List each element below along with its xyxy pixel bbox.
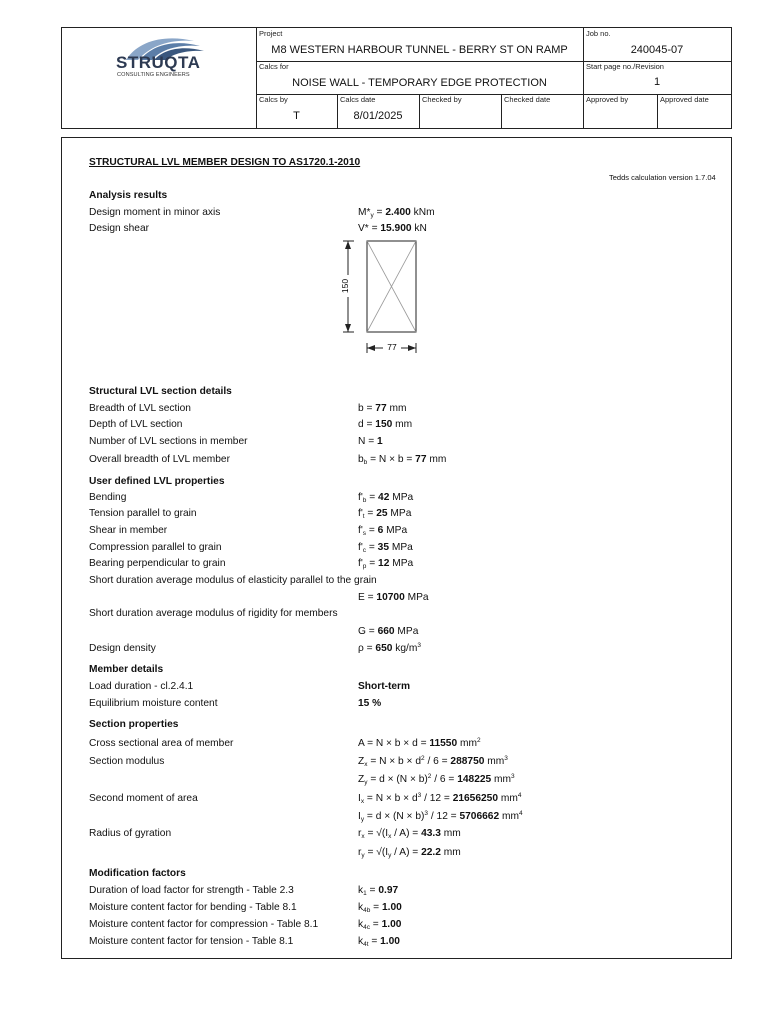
load-duration-label: Load duration - cl.2.4.1	[89, 681, 194, 692]
section-diagram	[335, 237, 425, 357]
breadth-value-line: b = 77 mm	[358, 403, 407, 414]
user-props-heading: User defined LVL properties	[89, 476, 225, 487]
logo-wordmark: STRUQTA	[116, 53, 201, 72]
arrow-left-icon	[367, 345, 375, 351]
depth-label: Depth of LVL section	[89, 419, 183, 430]
calcs-by-cell	[256, 94, 337, 128]
moment-label: Design moment in minor axis	[89, 207, 221, 218]
start-page-value: 1	[653, 76, 661, 88]
property-label: Tension parallel to grain	[89, 508, 197, 519]
factor-value-line: $k_1 = 0.97$	[358, 885, 399, 897]
section-modulus-label: Section modulus	[89, 756, 165, 767]
iy-value-line: $I_y = d \times (N \times b)^3 / 12 = 5706662$ $mm^4$	[358, 810, 523, 823]
calcs-for-value: NOISE WALL - TEMPORARY EDGE PROTECTION	[292, 77, 547, 89]
project-value: M8 WESTERN HARBOUR TUNNEL - BERRY ST ON RAMP	[271, 44, 568, 56]
start-page-cell	[583, 61, 731, 94]
factor-label: Duration of load factor for strength - Table 2.3	[89, 885, 294, 896]
zx-value-line: $Z_x = N \times b \times d^2 / 6 = 288750$ $mm^3$	[358, 755, 508, 768]
property-value-line: $f'_s = 6$ MPa	[358, 525, 408, 537]
arrow-right-icon	[408, 345, 416, 351]
approved-by-cell	[583, 94, 657, 128]
number-value-line: N = 1	[358, 436, 383, 447]
overall-breadth-value-line: $b_b = N \times b = 77$ mm	[358, 454, 447, 466]
shear-label: Design shear	[89, 223, 150, 234]
property-value-line: $f'_c = 35$ MPa	[358, 542, 413, 554]
density-label: Design density	[89, 643, 156, 654]
arrow-down-icon	[345, 324, 351, 332]
project-label: Project	[259, 29, 283, 38]
modulus-e-value-line: E = 10700 MPa	[358, 592, 429, 603]
calcs-by-value: T	[293, 110, 300, 122]
area-value-line: A = N × b × d = 11550 $mm^2$	[358, 737, 481, 749]
modulus-g-value-line: G = 660 MPa	[358, 626, 419, 637]
factor-label: Moisture content factor for compression - Table 8.1	[89, 919, 319, 930]
breadth-dimension-label: 77	[387, 342, 397, 352]
breadth-label: Breadth of LVL section	[89, 403, 191, 414]
tedds-version: Tedds calculation version 1.7.04	[609, 173, 716, 182]
property-label: Bending	[89, 492, 127, 503]
section-props-heading: Section properties	[89, 719, 179, 730]
zy-value-line: $Z_y = d \times (N \times b)^2 / 6 = 148225$ $mm^3$	[358, 773, 515, 786]
modulus-e-label: Short duration average modulus of elasticity parallel to the grain	[89, 575, 377, 586]
approved-by-label: Approved by	[586, 95, 629, 104]
job-label: Job no.	[586, 29, 611, 38]
calcs-date-cell	[337, 94, 419, 128]
factor-label: Moisture content factor for bending - Table 8.1	[89, 902, 297, 913]
property-label: Shear in member	[89, 525, 168, 536]
modification-heading: Modification factors	[89, 868, 186, 879]
area-label: Cross sectional area of member	[89, 738, 234, 749]
approved-date-cell	[657, 94, 731, 128]
checked-date-cell	[501, 94, 583, 128]
calcs-for-cell	[256, 61, 583, 94]
start-page-label: Start page no./Revision	[586, 62, 664, 71]
property-label: Compression parallel to grain	[89, 542, 222, 553]
depth-dimension-label: 150	[340, 278, 350, 294]
overall-breadth-label: Overall breadth of LVL member	[89, 454, 230, 465]
job-cell	[583, 28, 731, 61]
arrow-up-icon	[345, 241, 351, 249]
calcs-date-value: 8/01/2025	[353, 110, 403, 122]
modulus-g-label: Short duration average modulus of rigidity for members	[89, 608, 338, 619]
ix-value-line: $I_x = N \times b \times d^3 / 12 = 21656250$ $mm^4$	[358, 792, 522, 805]
density-value-line: ρ = 650 $kg/m^3$	[358, 642, 421, 654]
ry-value-line: $r_y = √(I_y / A) = 22.2$ mm	[358, 847, 461, 859]
factor-value-line: $k_{4c} = 1.00$	[358, 919, 402, 931]
document-title: STRUCTURAL LVL MEMBER DESIGN TO AS1720.1-2010	[89, 157, 361, 168]
checked-by-label: Checked by	[422, 95, 462, 104]
property-value-line: $f'_t = 25$ MPa	[358, 508, 412, 520]
property-value-line: $f'_b = 42$ MPa	[358, 492, 414, 504]
title-block	[61, 27, 732, 129]
analysis-heading: Analysis results	[89, 190, 168, 201]
depth-value-line: d = 150 mm	[358, 419, 413, 430]
approved-date-label: Approved date	[660, 95, 709, 104]
load-duration-value: Short-term	[358, 681, 411, 692]
factor-label: Moisture content factor for tension - Table 8.1	[89, 936, 294, 947]
logo-tagline: CONSULTING ENGINEERS	[117, 72, 190, 78]
checked-by-cell	[419, 94, 501, 128]
second-moment-label: Second moment of area	[89, 793, 198, 804]
factor-value-line: $k_{4t} = 1.00$	[358, 936, 400, 948]
factor-value-line: $k_{4b} = 1.00$	[358, 902, 402, 914]
calcs-date-label: Calcs date	[340, 95, 376, 104]
calcs-by-label: Calcs by	[259, 95, 288, 104]
property-label: Bearing perpendicular to grain	[89, 558, 226, 569]
member-details-heading: Member details	[89, 664, 164, 675]
company-logo	[104, 32, 214, 82]
moisture-label: Equilibrium moisture content	[89, 698, 218, 709]
calcs-for-label: Calcs for	[259, 62, 289, 71]
shear-value-line: V* = 15.900 kN	[358, 223, 427, 234]
project-cell	[256, 28, 583, 61]
moment-value-line: $M*_y = 2.400$ kNm	[358, 207, 435, 219]
gyration-label: Radius of gyration	[89, 828, 172, 839]
job-value: 240045-07	[630, 44, 684, 56]
section-details-heading: Structural LVL section details	[89, 386, 232, 397]
rx-value-line: $r_x = √(I_x / A) = 43.3$ mm	[358, 828, 461, 840]
moisture-value: 15 %	[358, 698, 382, 709]
checked-date-label: Checked date	[504, 95, 551, 104]
number-label: Number of LVL sections in member	[89, 436, 248, 447]
property-value-line: $f'_p = 12$ MPa	[358, 558, 414, 570]
